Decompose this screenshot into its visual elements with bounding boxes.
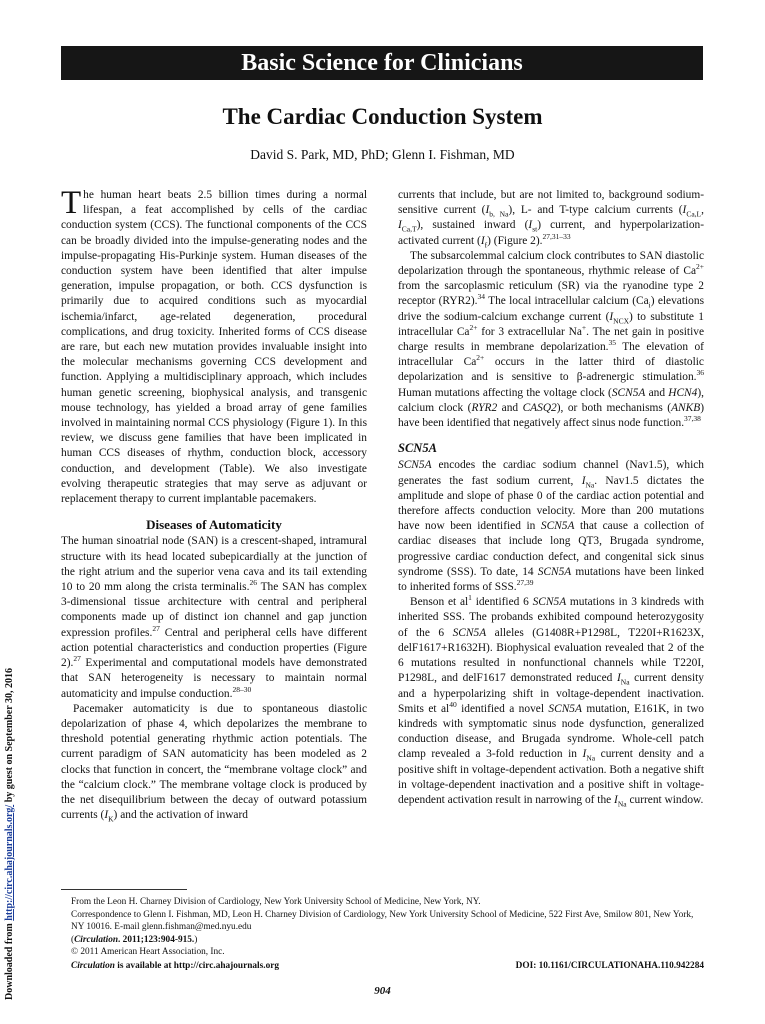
text: Benson et al bbox=[410, 596, 469, 609]
text: Experimental and computational models have demonstrated that SAN heterogeneity is necessary to maintain normal automaticity and impulse conduction. bbox=[61, 657, 367, 700]
subscript: i bbox=[648, 300, 651, 310]
text: The human sinoatrial node (SAN) is a crescent-shaped, intramural structure with its head located subepicardially at the junction of the right atrium and the superior vena cava and its tail extending 10 to 20 mm along the crista terminalis. bbox=[61, 535, 367, 594]
current-symbol: I bbox=[485, 204, 490, 217]
current-subscript: NCX bbox=[613, 315, 630, 325]
download-stamp-suffix: by guest on September 30, 2016 bbox=[4, 668, 15, 805]
section-heading-automaticity: Diseases of Automaticity bbox=[146, 517, 282, 533]
body-paragraph bbox=[398, 188, 704, 249]
body-paragraph bbox=[398, 249, 704, 431]
citation-ref: 35 bbox=[608, 338, 616, 348]
citation-ref: 28–30 bbox=[232, 684, 252, 694]
text: mutations have been linked to inherited forms of SSS. bbox=[398, 565, 705, 594]
current-subscript: Ca,L bbox=[686, 209, 702, 219]
doi: DOI: 10.1161/CIRCULATIONAHA.110.942284 bbox=[515, 961, 704, 971]
gene-name: ANKB bbox=[671, 401, 701, 414]
text: ) and the activation of inward bbox=[113, 809, 248, 822]
current-subscript: Na bbox=[620, 677, 630, 687]
intro-text: he human heart beats 2.5 billion times during a normal lifespan, a feat accomplished by cells of the cardiac conduction system (CCS). The functional components of the CCS can be broadly divided into the impulse-generating nodes and the impulse-propagating His-Purkinje system. Human diseases of the conduction system have been identified that alter impulse generation, impulse propagation, or both. CCS dysfunction is primarily due to acquired conditions such as myocardial ischemia/infarct, age-related degeneration, procedural complications, and drug toxicity. Inherited forms of CCS disease are rare, but each new mutation provides invaluable insight into the molecular mechanisms governing CCS development and function. Applying a multidisciplinary approach, which includes human genetic screening, biophysical analysis, and transgenic mouse technology, has yielded a broad array of gene families involved in maintaining normal CCS physiology (Figure 1). In this review, we discuss gene families that have been implicated in human CCS diseases of rhythm, conduction block, accessory conduction, and development (Table). We also investigate evolving therapeutic strategies that may serve as adjuvant or replacement therapy to current implantable pacemakers. bbox=[61, 189, 367, 506]
text: ), or both mechanisms ( bbox=[556, 401, 672, 414]
text: ) current, and hyperpolarization-activated current ( bbox=[398, 219, 705, 247]
gene-name: SCN5A bbox=[540, 520, 575, 533]
gene-name: SCN5A bbox=[398, 459, 432, 472]
citation-ref: 27,31–33 bbox=[542, 231, 571, 241]
section-banner: Basic Science for Clinicians bbox=[61, 46, 703, 80]
gene-name: SCN5A bbox=[611, 386, 646, 399]
subsection-heading-scn5a: SCN5A bbox=[398, 441, 437, 456]
download-stamp bbox=[4, 650, 20, 1000]
text: identified 6 bbox=[471, 596, 533, 609]
gene-name: HCN4 bbox=[668, 386, 698, 399]
article-authors: David S. Park, MD, PhD; Glenn I. Fishman, MD bbox=[250, 147, 515, 162]
text: ) elevations drive the sodium-calcium exchange current ( bbox=[398, 295, 704, 323]
text: ) to substitute 1 intracellular Ca bbox=[398, 310, 704, 338]
text: occurs in the latter third of diastolic depolarization and is sensitive to β-adrenergic stimulation. bbox=[398, 356, 704, 384]
journal-availability bbox=[71, 961, 279, 971]
text: mutations in 3 kindreds with inherited SSS. The probands exhibited compound heterozygosity of the 6 bbox=[398, 596, 705, 639]
gene-name: SCN5A bbox=[548, 702, 582, 715]
gene-name: SCN5A bbox=[532, 596, 567, 609]
current-subscript: Na bbox=[617, 799, 627, 809]
text: . The net gain in positive charge results in membrane depolarization. bbox=[398, 325, 704, 354]
text: ), sustained inward ( bbox=[416, 219, 529, 232]
download-stamp-link[interactable]: http://circ.ahajournals.org/ bbox=[4, 804, 15, 921]
affiliation-note: From the Leon H. Charney Division of Cardiology, New York University School of Medicine, New York, NY. bbox=[71, 897, 481, 907]
citation-note: (Circulation. 2011;123:904-915.) bbox=[71, 934, 198, 945]
current-symbol: I bbox=[398, 219, 402, 232]
text: The subsarcolemmal calcium clock contributes to SAN diastolic depolarization through the spontaneous, rhythmic release of Ca bbox=[398, 249, 704, 278]
footnote-rule bbox=[61, 889, 187, 890]
text: current density and a positive shift in voltage-dependent activation. Both a negative shift in voltage-dependent inactivation and a positive shift in voltage-dependent activation result in narrowing of the bbox=[398, 748, 704, 806]
current-symbol: I bbox=[609, 310, 614, 323]
intro-paragraph bbox=[61, 185, 367, 507]
text: ), L- and T-type calcium currents ( bbox=[508, 204, 683, 217]
current-symbol: I bbox=[480, 234, 485, 247]
current-symbol: I bbox=[582, 748, 587, 761]
current-symbol: I bbox=[682, 204, 687, 217]
text: current density and a hyperpolarizing shift in voltage-dependent inactivation. Smits et al bbox=[398, 672, 704, 715]
citation-details: . 2011;123:904-915. bbox=[118, 934, 195, 945]
text: currents that include, but are not limited to, background sodium-sensitive current ( bbox=[398, 189, 704, 217]
citation-ref: 27 bbox=[73, 654, 81, 664]
journal-url-text: is available at http://circ.ahajournals.org bbox=[114, 961, 279, 971]
citation-ref: 27,39 bbox=[516, 578, 534, 588]
current-subscript: Na bbox=[586, 753, 596, 763]
text: The SAN has complex 3-dimensional tissue architecture with central and peripheral components made up of distinct ion channel and gap junction expression profiles. bbox=[61, 581, 367, 639]
correspondence-note: Correspondence to Glenn I. Fishman, MD, Leon H. Charney Division of Cardiology, New York University School of Medicine, 522 First Ave, Smilow 801, New York, NY 10016. E-mail glenn.fishman@med.nyu.edu bbox=[71, 909, 694, 932]
text: The elevation of intracellular Ca bbox=[398, 341, 704, 369]
current-subscript: f bbox=[484, 239, 488, 249]
text: that cause a collection of cardiac diseases that include long QT3, Brugada syndrome, progressive cardiac conduction defect, and congenital sick sinus syndrome (SSS). To date, 14 bbox=[398, 520, 704, 578]
text: . Nav1.5 dictates the amplitude and slope of phase 0 of the cardiac action potential and therefore affects conduction velocity. More than 200 mutations have now been identified in bbox=[398, 474, 705, 533]
page-number: 904 bbox=[374, 985, 391, 997]
citation-ref: 34 bbox=[477, 292, 486, 302]
current-subscript: K bbox=[108, 814, 114, 824]
current-subscript: b, Na bbox=[489, 209, 509, 219]
current-symbol: I bbox=[617, 672, 621, 685]
text: Human mutations affecting the voltage clock ( bbox=[398, 386, 612, 399]
current-symbol: I bbox=[104, 809, 109, 822]
gene-name: SCN5A bbox=[452, 626, 487, 639]
superscript: 2+ bbox=[469, 323, 478, 333]
current-subscript: Na bbox=[585, 479, 595, 489]
left-column bbox=[61, 185, 367, 824]
text: encodes the cardiac sodium channel (Nav1.5), which generates the fast sodium current, bbox=[398, 459, 704, 487]
gene-name: CASQ2 bbox=[522, 401, 557, 414]
article-title: The Cardiac Conduction System bbox=[222, 104, 543, 129]
body-paragraph bbox=[61, 702, 367, 824]
text: identified a novel bbox=[456, 702, 549, 715]
copyright-note: © 2011 American Heart Association, Inc. bbox=[71, 947, 225, 957]
citation-ref: 26 bbox=[249, 578, 257, 588]
citation-ref: 1 bbox=[468, 593, 472, 603]
current-subscript: Ca,T bbox=[401, 224, 417, 234]
citation-ref: 37,38 bbox=[684, 414, 701, 424]
text: The local intracellular calcium (Ca bbox=[485, 295, 649, 308]
text: Pacemaker automaticity is due to spontaneous diastolic depolarization of phase 4, which depolarizes the membrane to threshold potential generating rhythmic action potentials. The current paradigm of SAN automaticity has been modeled as 2 clocks that function in concert, the “membrane voltage clock” and the “calcium clock.” The membrane voltage clock is produced by the net disequilibrium between the decay of outward potassium currents ( bbox=[61, 702, 367, 822]
current-symbol: I bbox=[614, 793, 618, 806]
body-paragraph bbox=[398, 595, 704, 808]
text: for 3 extracellular Na bbox=[477, 325, 582, 338]
text: alleles (G1408R+P1298L, T220I+R1623X, delF1617+R1632H). Biophysical evaluation revealed that 2 of the 6 mutations resulted in nonfunctional channels while T220I, P1298L, and delF1617 demonstrated reduced bbox=[398, 626, 704, 685]
text: current window. bbox=[626, 793, 704, 806]
text: , bbox=[701, 204, 704, 217]
text: and bbox=[497, 401, 523, 414]
journal-name: Circulation bbox=[71, 961, 115, 971]
footnotes bbox=[61, 896, 703, 959]
body-paragraph bbox=[61, 534, 367, 701]
drop-cap: T bbox=[61, 185, 82, 221]
superscript: 2+ bbox=[476, 353, 485, 363]
superscript: + bbox=[581, 323, 587, 333]
text: from the sarcoplasmic reticulum (SR) via the ryanodine type 2 receptor (RYR2). bbox=[398, 280, 704, 308]
current-subscript: st bbox=[532, 224, 538, 234]
right-column bbox=[398, 188, 704, 808]
text: mutation, E161K, in two kindreds with symptomatic sinus node dysfunction, generalized conduction disease, and Brugada syndrome. Whole-cell patch clamp revealed a 3-fold reduction in bbox=[398, 702, 705, 761]
citation-ref: 40 bbox=[449, 699, 457, 709]
gene-name: RYR2 bbox=[471, 401, 498, 414]
text: Central and peripheral cells have different action potential characteristics and conduction properties (Figure 2). bbox=[61, 626, 367, 670]
text: and bbox=[645, 386, 669, 399]
current-symbol: I bbox=[528, 219, 533, 232]
gene-name: SCN5A bbox=[537, 565, 572, 578]
citation-ref: 27 bbox=[152, 623, 160, 633]
download-stamp-prefix: Downloaded from bbox=[4, 920, 15, 1000]
citation-ref: 36 bbox=[696, 368, 704, 378]
superscript: 2+ bbox=[696, 262, 704, 272]
text: ) (Figure 2). bbox=[487, 234, 543, 247]
body-paragraph bbox=[398, 458, 704, 595]
text: ), calcium clock ( bbox=[398, 386, 704, 414]
citation-journal: Circulation bbox=[74, 934, 119, 945]
current-symbol: I bbox=[581, 474, 586, 487]
text: ) have been identified that negatively affect sinus node function. bbox=[398, 401, 704, 430]
